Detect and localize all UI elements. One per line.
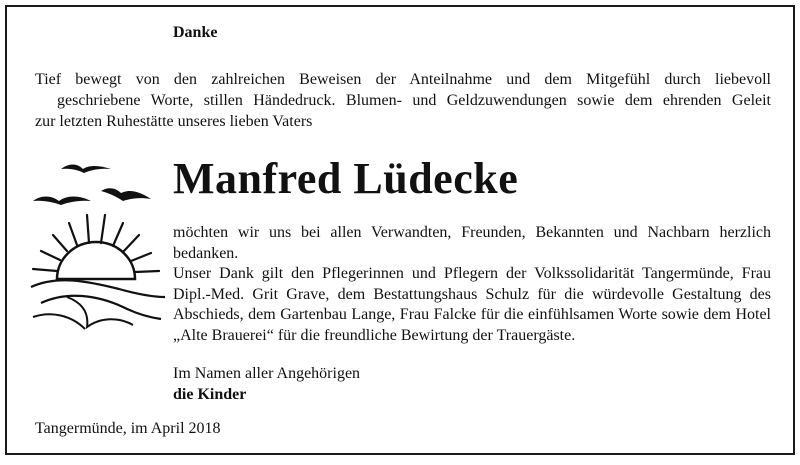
hill: [33, 314, 85, 329]
thanks-text: [173, 223, 771, 346]
intro-line: Tief bewegt von den zahlreichen Beweisen der Anteilnahme und dem Mitgefühl durch liebevoll: [35, 71, 771, 88]
intro-line: zur letzten Ruhestätte unseres lieben Vaters: [35, 113, 313, 130]
bird-icon: [61, 165, 111, 174]
thanks-paragraph: möchten wir uns bei allen Verwandten, Freunden, Bekannten und Nachbarn herzlich bedanken.: [173, 224, 771, 262]
sun-rays: [33, 215, 159, 272]
birds-sunset-hills-icon: [27, 157, 167, 337]
intro-line: geschriebene Worte, stillen Händedruck. Blumen- und Geldzuwendungen sowie dem ehrenden Geleit: [57, 92, 771, 109]
signature: [173, 363, 360, 405]
place-date: Tangermünde, im April 2018: [35, 420, 221, 437]
obituary-notice: [5, 5, 795, 455]
bird-icon: [33, 197, 91, 206]
sun: [57, 242, 135, 279]
intro-text: [35, 69, 771, 132]
thanks-paragraph: Unser Dank gilt den Pflegerinnen und Pflegern der Volkssolidarität Tangermünde, Frau Dipl.-Med. Grit Grave, dem Bestattungshaus Schulz für die würdevolle Gestaltung des Abschieds, dem Gartenbau Lange, Frau Falcke für die einfühlsamen Worte sowie dem Hotel „Alte Brauerei“ für die freundliche Bewirtung der Trauergäste.: [173, 265, 771, 344]
signature-name: die Kinder: [173, 386, 247, 403]
notice-heading: Danke: [173, 24, 218, 41]
signature-line: Im Namen aller Angehörigen: [173, 365, 361, 382]
deceased-name: Manfred Lüdecke: [173, 154, 519, 203]
hill: [31, 280, 165, 297]
bird-icon: [101, 188, 151, 201]
